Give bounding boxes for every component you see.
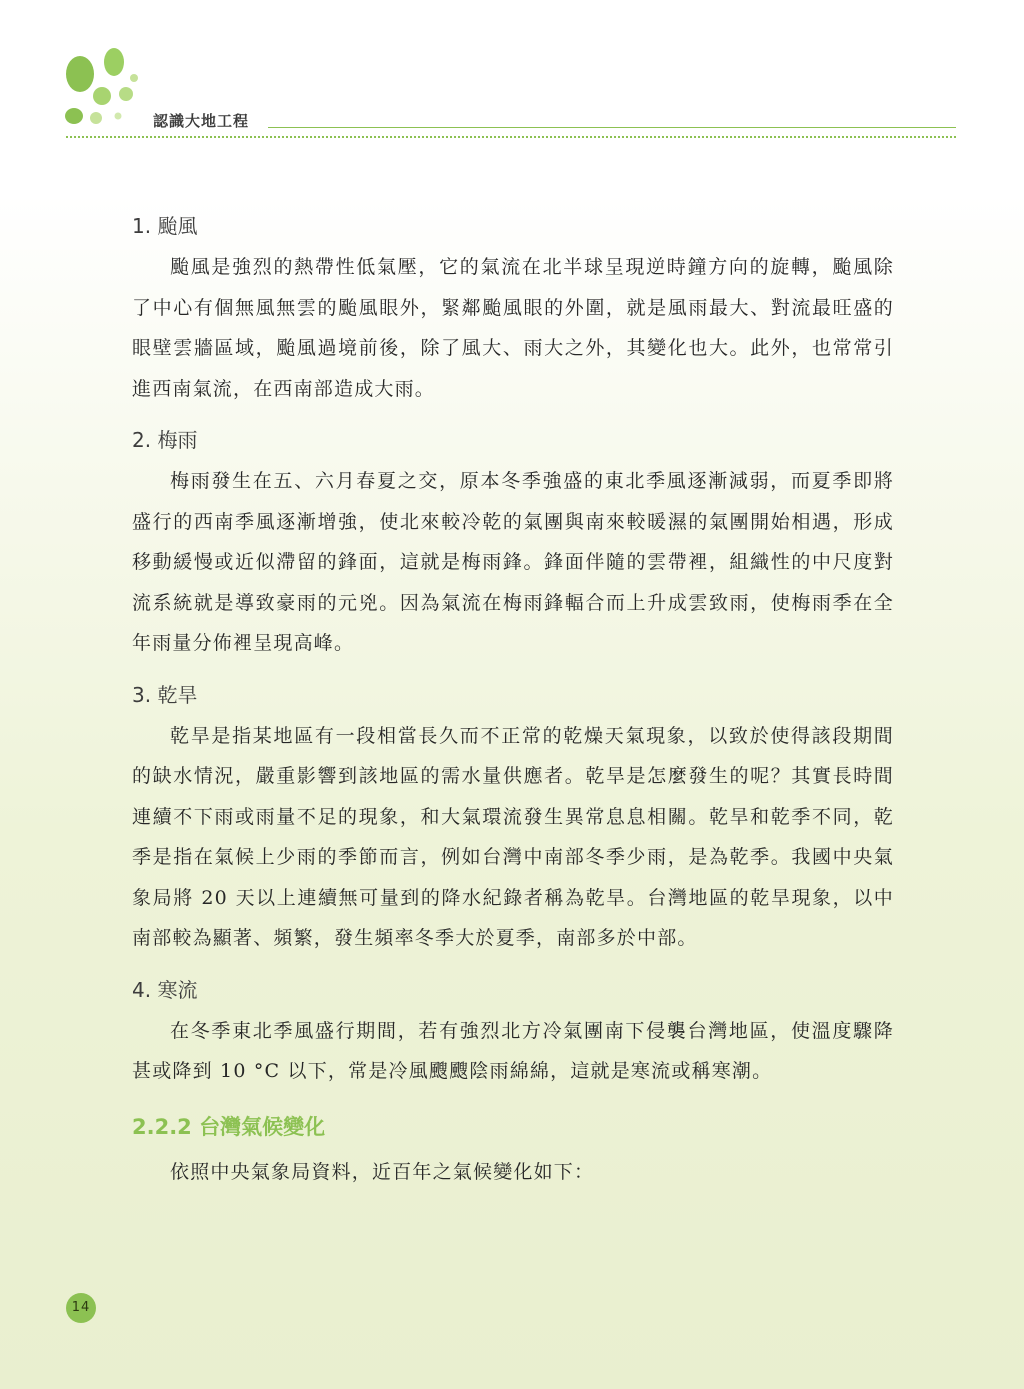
paragraph-plum-rain: 梅雨發生在五、六月春夏之交，原本冬季強盛的東北季風逐漸減弱，而夏季即將盛行的西南季風逐漸增強，使北來較冷乾的氣團與南來較暖濕的氣團開始相遇，形成移動緩慢或近似滯留的鋒面，這就是梅雨鋒。鋒面伴隨的雲帶裡，組織性的中尺度對流系統就是導致豪雨的元兇。因為氣流在梅雨鋒輻合而上升成雲致雨，使梅雨季在全年雨量分佈裡呈現高峰。	[132, 470, 894, 654]
paragraph-climate-change: 依照中央氣象局資料，近百年之氣候變化如下：	[170, 1160, 595, 1183]
section-heading-typhoon: 1. 颱風	[132, 214, 198, 238]
paragraph-cold-wave: 在冬季東北季風盛行期間，若有強烈北方冷氣團南下侵襲台灣地區，使溫度驟降甚或降到 10 °C 以下，常是冷風颼颼陰雨綿綿，這就是寒流或稱寒潮。	[132, 1019, 894, 1082]
subsection-heading-climate-change: 2.2.2 台灣氣候變化	[132, 1114, 326, 1139]
section-heading-plum-rain: 2. 梅雨	[132, 428, 198, 452]
main-content	[132, 205, 894, 1192]
header-dotted-rule	[66, 136, 956, 138]
page-number-badge: 14	[66, 1293, 96, 1323]
header-title: 認識大地工程	[153, 112, 250, 130]
header-rule	[268, 127, 956, 128]
logo-dots-icon	[60, 40, 150, 135]
page-header	[0, 0, 1024, 145]
section-heading-drought: 3. 乾旱	[132, 682, 198, 707]
paragraph-drought: 乾旱是指某地區有一段相當長久而不正常的乾燥天氣現象，以致於使得該段期間的缺水情況，嚴重影響到該地區的需水量供應者。乾旱是怎麼發生的呢？其實長時間連續不下雨或雨量不足的現象，和大氣環流發生異常息息相關。乾旱和乾季不同，乾季是指在氣候上少雨的季節而言，例如台灣中南部冬季少雨，是為乾季。我國中央氣象局將 20 天以上連續無可量到的降水紀錄者稱為乾旱。台灣地區的乾旱現象，以中南部較為顯著、頻繁，發生頻率冬季大於夏季，南部多於中部。	[132, 724, 894, 949]
paragraph-typhoon: 颱風是強烈的熱帶性低氣壓，它的氣流在北半球呈現逆時鐘方向的旋轉，颱風除了中心有個無風無雲的颱風眼外，緊鄰颱風眼的外圍，就是風雨最大、對流最旺盛的眼壁雲牆區域，颱風過境前後，除了風大、雨大之外，其變化也大。此外，也常常引進西南氣流，在西南部造成大雨。	[132, 256, 894, 400]
section-heading-cold-wave: 4. 寒流	[132, 977, 198, 1002]
